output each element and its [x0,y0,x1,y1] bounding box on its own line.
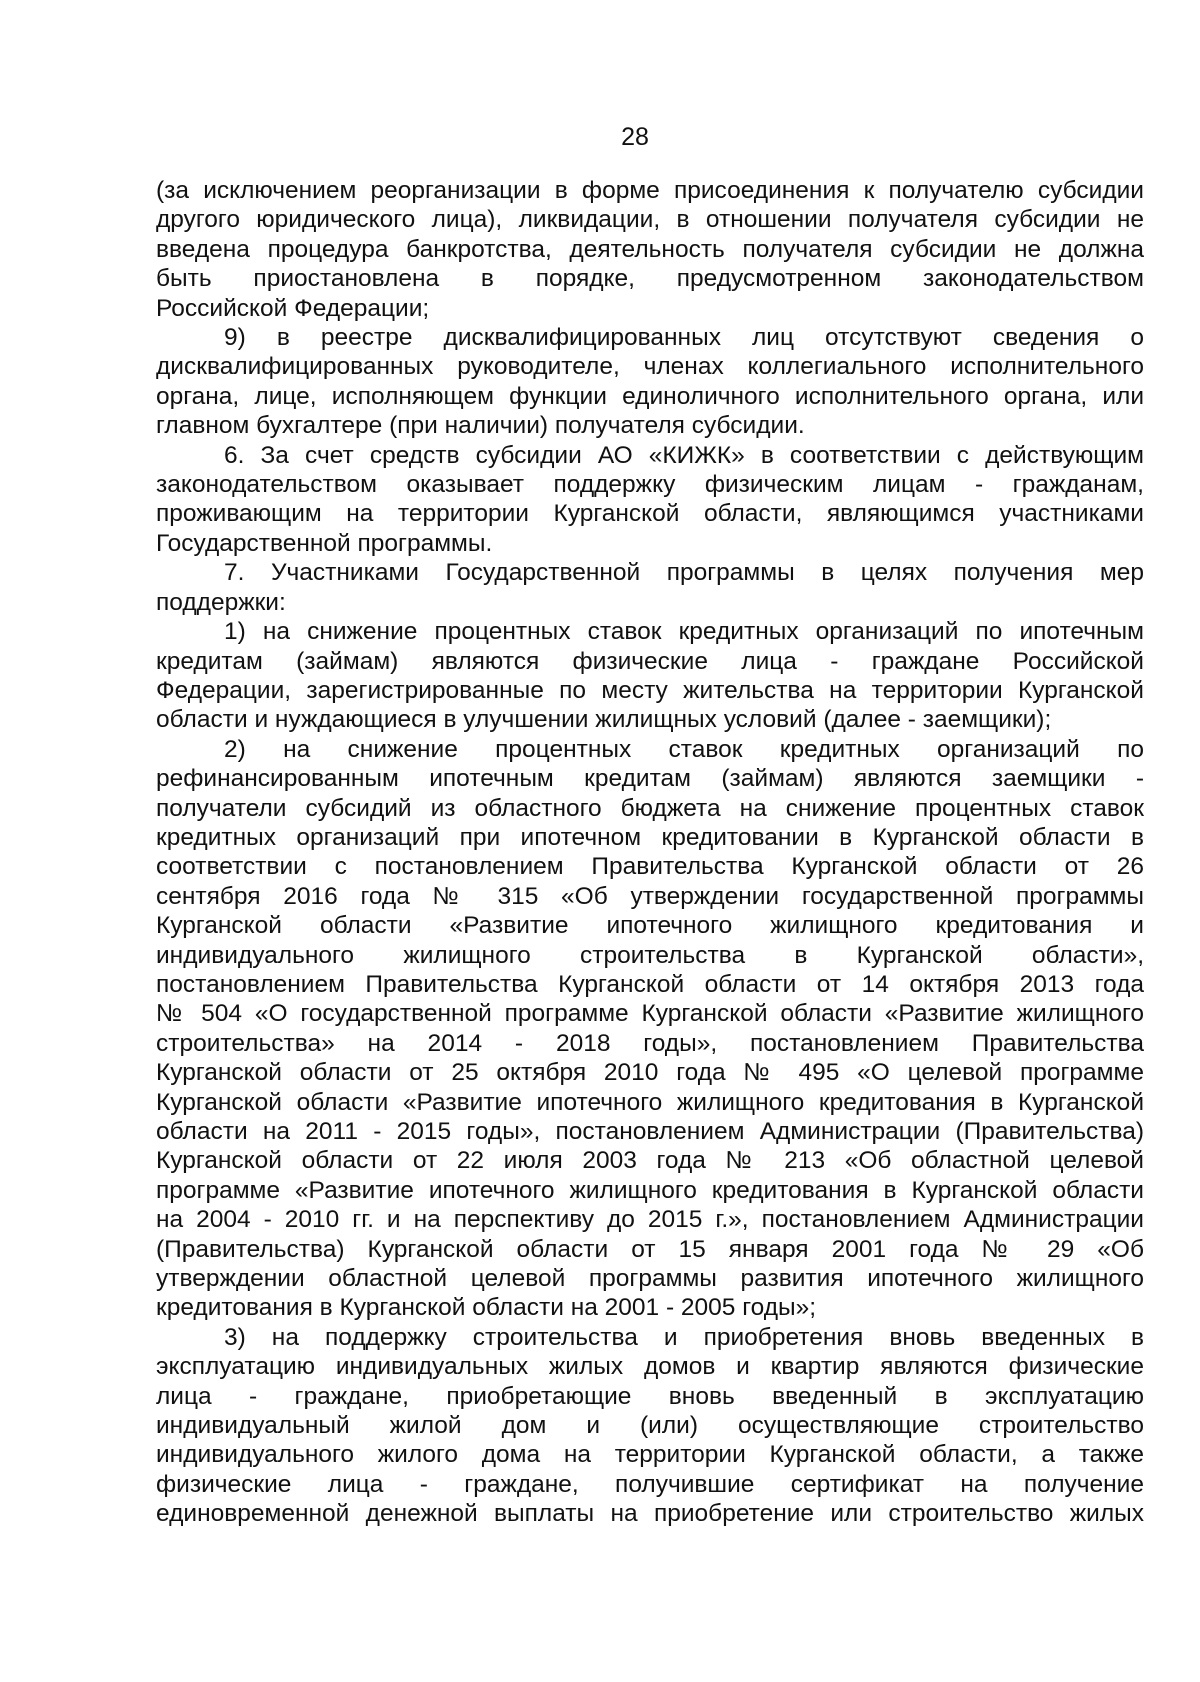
text-line: строительства» на 2014 - 2018 годы», постановлением Правительства [156,1029,1144,1057]
text-line: проживающим на территории Курганской области, являющимся участниками [156,500,1144,528]
text-line: Курганской области от 25 октября 2010 года № 495 «О целевой программе [156,1059,1144,1087]
text-line: законодательством оказывает поддержку физическим лицам - гражданам, [156,471,1144,499]
text-line: программе «Развитие ипотечного жилищного кредитования в Курганской области [156,1176,1144,1204]
text-line: эксплуатацию индивидуальных жилых домов и квартир являются физические [156,1353,1144,1381]
text-line: № 504 «О государственной программе Курганской области «Развитие жилищного [156,1000,1144,1028]
text-line: утверждении областной целевой программы развития ипотечного жилищного [156,1265,1144,1293]
text-line: органа, лице, исполняющем функции единоличного исполнительного органа, или [156,382,1144,410]
text-line: соответствии с постановлением Правительства Курганской области от 26 [156,853,1144,881]
text-line: физические лица - граждане, получившие сертификат на получение [156,1470,1144,1498]
text-line: другого юридического лица), ликвидации, в отношении получателя субсидии не [156,206,1144,234]
text-line: главном бухгалтере (при наличии) получателя субсидии. [156,412,805,440]
text-line: 6. За счет средств субсидии АО «КИЖК» в соответствии с действующим [224,441,1144,469]
text-line: области и нуждающиеся в улучшении жилищных условий (далее - заемщики); [156,706,1052,734]
text-line: индивидуального жилищного строительства в Курганской области», [156,941,1144,969]
text-line: быть приостановлена в порядке, предусмотренном законодательством [156,265,1144,293]
text-line: единовременной денежной выплаты на приобретение или строительство жилых [156,1500,1144,1528]
text-line: рефинансированным ипотечным кредитам (займам) являются заемщики - [156,765,1144,793]
text-line: поддержки: [156,588,286,616]
text-line: Федерации, зарегистрированные по месту жительства на территории Курганской [156,676,1144,704]
text-line: лица - граждане, приобретающие вновь введенный в эксплуатацию [156,1382,1144,1410]
text-line: области на 2011 - 2015 годы», постановлением Администрации (Правительства) [156,1118,1144,1145]
text-line: (за исключением реорганизации в форме присоединения к получателю субсидии [156,177,1144,204]
text-line: Российской Федерации; [156,294,430,322]
text-line: сентября 2016 года № 315 «Об утверждении государственной программы [156,882,1144,910]
text-line: Курганской области от 22 июля 2003 года № 213 «Об областной целевой [156,1147,1144,1175]
text-line: 9) в реестре дисквалифицированных лиц отсутствуют сведения о [224,324,1144,352]
text-line: Курганской области «Развитие ипотечного жилищного кредитования и [156,912,1144,940]
text-line: на 2004 - 2010 гг. и на перспективу до 2015 г.», постановлением Администрации [156,1206,1144,1234]
text-line: индивидуальный жилой дом и (или) осуществляющие строительство [156,1412,1144,1440]
text-line: введена процедура банкротства, деятельность получателя субсидии не должна [156,235,1144,263]
text-line: 7. Участниками Государственной программы в целях получения мер [224,559,1144,587]
text-line: кредитования в Курганской области на 2001 - 2005 годы»; [156,1294,817,1322]
text-line: Курганской области «Развитие ипотечного жилищного кредитования в Курганской [156,1088,1144,1116]
text-line: дисквалифицированных руководителе, членах коллегиального исполнительного [156,353,1144,381]
text-line: (Правительства) Курганской области от 15 января 2001 года № 29 «Об [156,1235,1144,1263]
page-number: 28 [621,123,649,151]
text-line: 2) на снижение процентных ставок кредитных организаций по [224,735,1144,763]
text-line: кредитных организаций при ипотечном кредитовании в Курганской области в [156,823,1144,851]
text-line: 3) на поддержку строительства и приобретения вновь введенных в [224,1323,1144,1351]
document-body [156,176,1144,1529]
text-line: кредитам (займам) являются физические лица - граждане Российской [156,647,1144,675]
text-line: получатели субсидий из областного бюджета на снижение процентных ставок [156,794,1144,822]
text-line: Государственной программы. [156,529,493,557]
text-line: постановлением Правительства Курганской области от 14 октября 2013 года [156,970,1144,998]
text-line: 1) на снижение процентных ставок кредитных организаций по ипотечным [224,618,1144,646]
text-line: индивидуального жилого дома на территории Курганской области, а также [156,1441,1144,1469]
